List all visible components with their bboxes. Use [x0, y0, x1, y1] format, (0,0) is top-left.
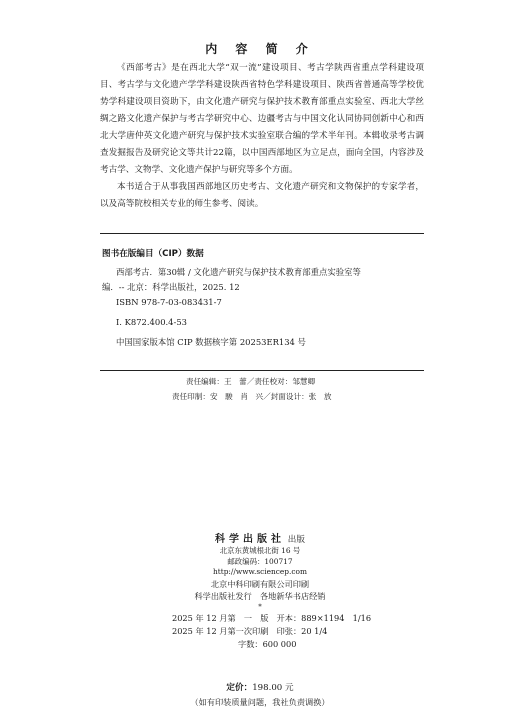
quality-notice: （如有印装质量问题，我社负责调换） [190, 697, 330, 707]
cip-line: 西部考古．第30辑 / 文化遗产研究与保护技术教育部重点实验室等 [116, 267, 361, 277]
summary-paragraph: 本书适合于从事我国西部地区历史考古、文化遗产研究和文物保护的专家学者，以及高等院校相关专业的师生参考、阅读。 [100, 182, 424, 209]
publisher-website: http://www.sciencep.com [213, 567, 307, 576]
proof-label: ／责任校对： [246, 377, 293, 386]
cip-line: 编．-- 北京：科学出版社，2025. 12 [102, 282, 240, 292]
price-value: 198.00 元 [252, 683, 294, 693]
publisher-address: 北京东黄城根北街 16 号 [219, 546, 301, 555]
cip-number: 中国国家版本馆 CIP 数据核字第 20253ER134 号 [116, 337, 306, 347]
print-label: 责任印制： [172, 392, 210, 401]
summary-paragraph: 《西部考古》是在西北大学“双一流”建设项目、考古学陕西省重点学科建设项目、考古学与文化遗产学学科建设陕西省特色学科建设项目、陕西省普通高等学校优势学科建设项目资助下，由文化遗产研究与保护技术教育部重点实验室、西北大学丝绸之路文化遗产保护与考古学研究中心、边疆考古与中国文化认同协同创新中心和西北大学唐仲英文化遗产研究与保护技术实验室联合编的学术半年刊。本辑收录考古调查发掘报告及研究论文等共计22篇，以中国西部地区为立足点，面向全国，内容涉及考古学、文物学、文化遗产保护与研究等多个方面。 [100, 63, 424, 175]
design-label: ／封面设计： [263, 392, 309, 401]
price-label: 定价： [226, 683, 253, 693]
distributor-line: 科学出版社发行 各地新华书店经销 [194, 591, 326, 601]
publisher-suffix: 出版 [287, 535, 305, 545]
cip-heading: 图书在版编目（CIP）数据 [102, 249, 204, 259]
cip-record [102, 265, 422, 350]
publisher-line [0, 530, 520, 545]
section-divider [100, 233, 424, 234]
editor-name: 王 蕾 [223, 377, 247, 386]
printing-line: 2025 年 12 月第一次印刷 印张：20 1/4 [172, 626, 328, 636]
editor-credits [0, 376, 520, 387]
design-name: 张 放 [308, 392, 332, 401]
section-divider [100, 370, 424, 371]
print-name: 安 駿 肖 兴 [209, 392, 264, 401]
cip-classification: Ⅰ. K872.400.4-53 [116, 317, 187, 327]
edition-line: 2025 年 12 月第 一 版 开本：889×1194 1/16 [172, 613, 372, 623]
separator-star: * [258, 603, 262, 611]
page-title: 内 容 简 介 [205, 42, 315, 56]
editor-label: 责任编辑： [186, 377, 224, 386]
proof-name: 邹慧卿 [292, 377, 316, 386]
cip-isbn: ISBN 978-7-03-083431-7 [116, 297, 222, 307]
publisher-postcode: 邮政编码：100717 [227, 557, 293, 566]
content-summary [100, 60, 424, 213]
price-line [0, 681, 520, 693]
printer-line: 北京中科印刷有限公司印刷 [210, 579, 310, 589]
word-count-line: 字数：600 000 [238, 639, 297, 649]
production-credits [0, 391, 520, 402]
publisher-logo: 科学出版社 [215, 534, 286, 545]
